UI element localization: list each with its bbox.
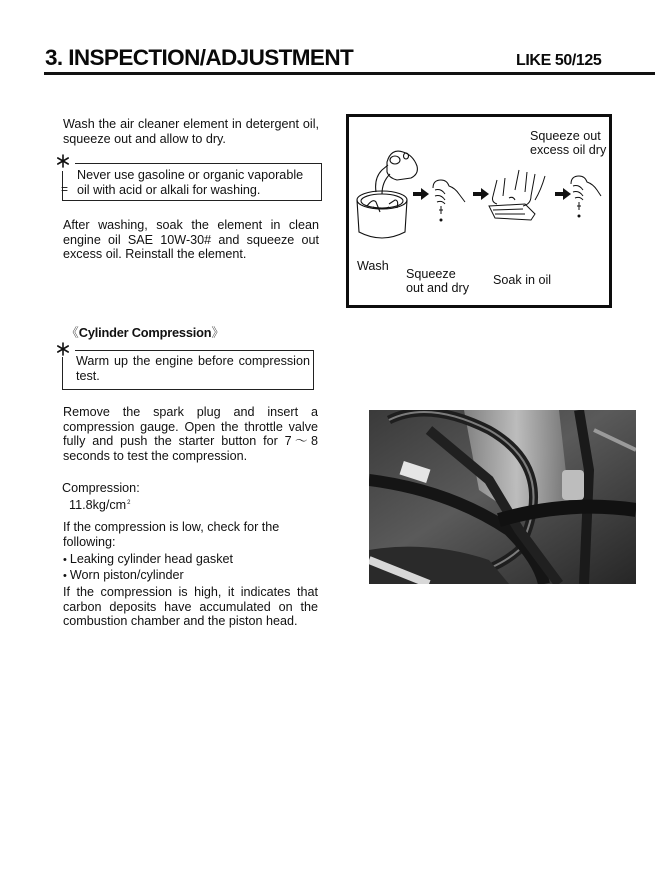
header-divider	[44, 72, 655, 75]
compression-spec-label: Compression:	[62, 481, 140, 495]
list-item	[63, 552, 233, 568]
low-compression-intro: If the compression is low, check for the following:	[63, 520, 280, 549]
soak-instruction: After washing, soak the element in clean engine oil SAE 10W-30# and squeeze out excess oil. Reinstall the element.	[63, 218, 319, 262]
label-wash: Wash	[357, 259, 389, 273]
cause-text: Worn piston/cylinder	[69, 568, 184, 582]
close-bracket: 》	[211, 325, 225, 340]
arrow-right-icon	[413, 188, 429, 200]
arrow-right-icon	[555, 188, 571, 200]
model-name: LIKE 50/125	[516, 52, 602, 69]
caution-note-box	[62, 163, 322, 201]
compression-procedure: Remove the spark plug and insert a compression gauge. Open the throttle valve fully and push the starter button for 7～8 seconds to test the compression.	[63, 405, 318, 463]
squeeze-hand-icon	[433, 180, 465, 221]
arrow-right-icon	[473, 188, 489, 200]
cause-text: Leaking cylinder head gasket	[69, 552, 233, 566]
open-bracket: 《	[66, 325, 79, 340]
asterisk-note-icon	[55, 339, 71, 361]
low-compression-causes	[63, 552, 233, 584]
note-equals-symbol: =	[61, 182, 69, 196]
wash-bucket-icon	[357, 151, 417, 238]
compression-value-text: 11.8kg/cm	[69, 498, 127, 512]
section-title	[66, 322, 224, 341]
label-squeeze-excess: Squeeze out excess oil dry	[530, 129, 607, 157]
warmup-note-box	[62, 350, 314, 390]
soak-hands-icon	[489, 170, 545, 220]
asterisk-note-icon	[55, 151, 71, 173]
high-compression-note: If the compression is high, it indicates that carbon deposits have accumulated on the combustion chamber and the piston head.	[63, 585, 318, 629]
wash-instruction: Wash the air cleaner element in detergent oil, squeeze out and allow to dry.	[63, 117, 319, 146]
section-title-text: Cylinder Compression	[78, 325, 212, 340]
label-squeeze-dry: Squeeze out and dry	[406, 267, 470, 295]
list-item	[63, 568, 233, 584]
compression-spec-value	[69, 498, 131, 512]
warmup-note-text: Warm up the engine before compression test.	[76, 354, 310, 383]
squeeze-hand-icon	[571, 176, 601, 217]
unit-superscript: 2	[127, 500, 131, 506]
label-soak: Soak in oil	[493, 273, 552, 287]
page-title: 3. INSPECTION/ADJUSTMENT	[45, 45, 354, 70]
engine-compartment-photo	[369, 410, 636, 584]
caution-note-text: Never use gasoline or organic vaporable oil with acid or alkali for washing.	[77, 168, 304, 197]
